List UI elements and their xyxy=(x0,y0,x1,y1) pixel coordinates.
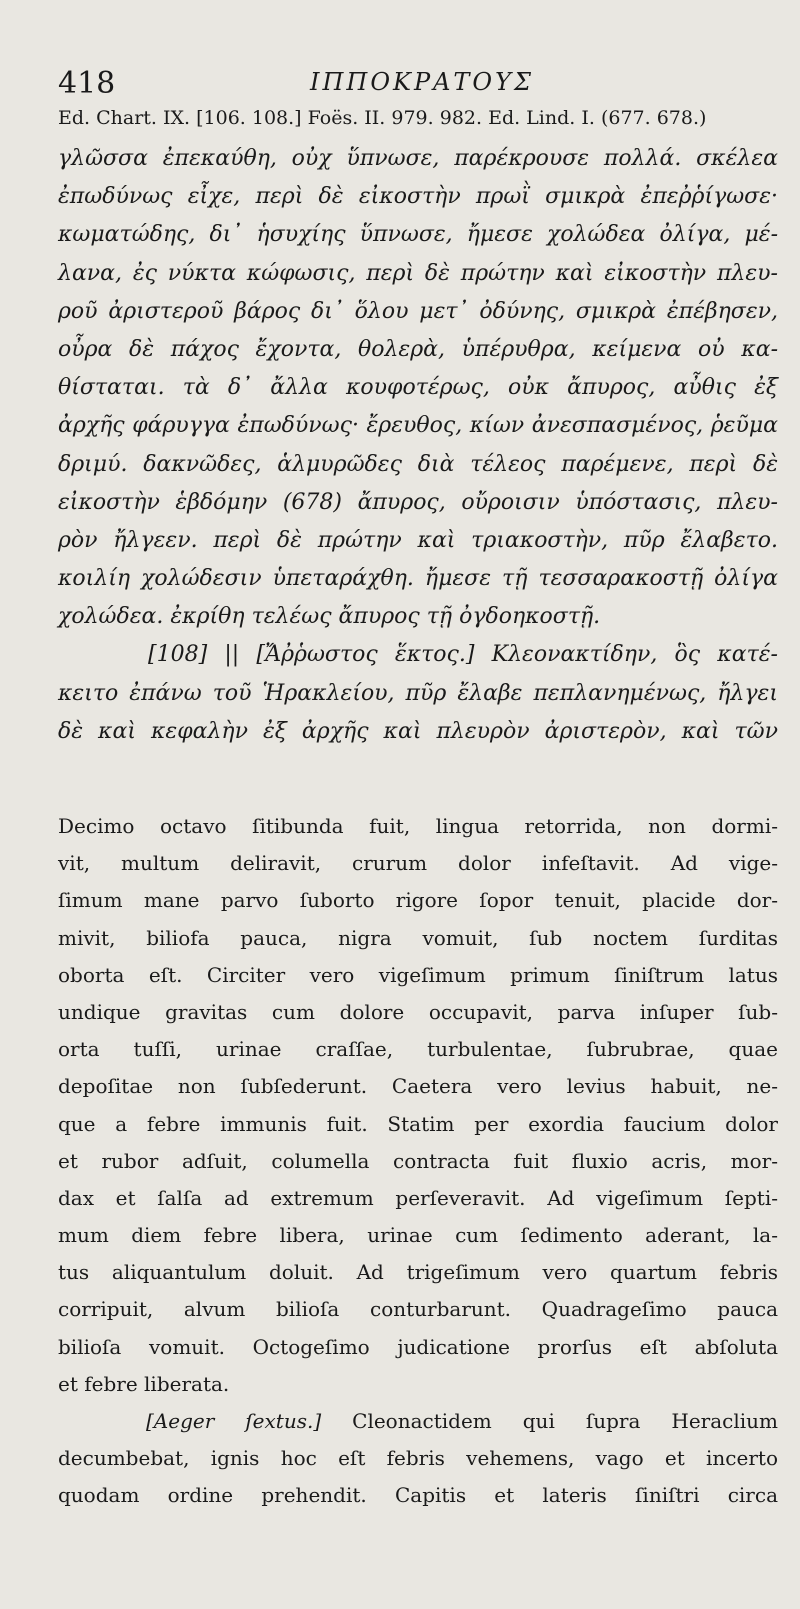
greek-line: ρὸν ἤλγεεν. περὶ δὲ πρώτην καὶ τριακοστὴν, πῦρ ἔλαβετο. xyxy=(58,527,778,553)
greek-line: θίσταται. τὰ δ᾽ ἄλλα κουφοτέρως, οὐκ ἄπυρος, αὖθις ἐξ xyxy=(58,375,778,401)
latin-line: et rubor adſuit, columella contracta fuit fluxio acris, mor- xyxy=(58,1148,778,1173)
latin-line: tus aliquantulum doluit. Ad trigeſimum vero quartum febris xyxy=(58,1260,778,1285)
greek-line-case-heading: [108] || [Ἄῤῥωστος ἕκτος.] Κλεονακτίδην, ὃς κατέ- xyxy=(148,642,778,668)
page-header xyxy=(58,66,758,106)
greek-line: δὲ καὶ κεφαλὴν ἐξ ἀρχῆς καὶ πλευρὸν ἀριστερὸν, καὶ τῶν xyxy=(58,718,778,744)
latin-line: orta tuſſi, urinae craſſae, turbulentae, ſubrubrae, quae xyxy=(58,1037,778,1062)
latin-line-fragment: Cleonactidem qui ſupra Heraclium xyxy=(352,1409,778,1433)
greek-line: ἀρχῆς φάρυγγα ἐπωδύνως· ἔρευθος, κίων ἀνεσπασμένος, ῥεῦμα xyxy=(58,413,778,439)
latin-line: et febre liberata. xyxy=(58,1371,230,1396)
greek-line: κοιλίη χολώδεσιν ὑπεταράχθη. ἤμεσε τῇ τεσσαρακοστῇ ὀλίγα xyxy=(58,566,778,592)
latin-line: mum diem febre libera, urinae cum ſedimento aderant, la- xyxy=(58,1223,778,1248)
latin-line: Decimo octavo ſitibunda fuit, lingua retorrida, non dormi- xyxy=(58,814,778,838)
latin-line: undique gravitas cum dolore occupavit, parva inſuper ſub- xyxy=(58,999,778,1024)
greek-line: γλῶσσα ἐπεκαύθη, οὐχ ὕπνωσε, παρέκρουσε πολλά. σκέλεα xyxy=(58,146,778,171)
edition-reference-line: Ed. Chart. IX. [106. 108.] Foës. II. 979. 982. Ed. Lind. I. (677. 678.) xyxy=(58,107,707,129)
page-number: 418 xyxy=(58,66,116,101)
latin-line: corripuit, alvum bilioſa conturbarunt. Quadrageſimo pauca xyxy=(58,1297,778,1322)
greek-line: ροῦ ἀριστεροῦ βάρος δι᾽ ὅλου μετ᾽ ὀδύνης, σμικρὰ ἐπέβησεν, xyxy=(58,298,778,324)
greek-line: ἐπωδύνως εἶχε, περὶ δὲ εἰκοστὴν πρωῒ σμικρὰ ἐπεῤῥίγωσε· xyxy=(58,184,778,210)
latin-line: quodam ordine prehendit. Capitis et lateris ſiniſtri circa xyxy=(58,1483,778,1508)
latin-line: ſimum mane parvo ſuborto rigore ſopor tenuit, placide dor- xyxy=(58,888,778,913)
latin-line: dax et ſalſa ad extremum perſeveravit. Ad vigeſimum ſepti- xyxy=(58,1185,778,1210)
greek-line: εἰκοστὴν ἑβδόμην (678) ἄπυρος, οὔροισιν ὑπόστασις, πλευ- xyxy=(58,489,778,515)
greek-line: λανα, ἐς νύκτα κώφωσις, περὶ δὲ πρώτην καὶ εἰκοστὴν πλευ- xyxy=(58,260,778,286)
latin-line: decumbebat, ignis hoc eſt febris vehemens, vago et incerto xyxy=(58,1446,778,1471)
latin-line: depoſitae non ſubſederunt. Caetera vero levius habuit, ne- xyxy=(58,1074,778,1099)
latin-line: vit, multum deliravit, crurum dolor infeſtavit. Ad vige- xyxy=(58,851,778,876)
latin-translation-block xyxy=(58,808,778,1515)
latin-line: oborta eſt. Circiter vero vigeſimum primum ſiniſtrum latus xyxy=(58,962,778,987)
latin-line: mivit, biliofa pauca, nigra vomuit, ſub noctem ſurditas xyxy=(58,925,778,950)
latin-case-heading-line xyxy=(58,1403,778,1440)
latin-line: que a febre immunis fuit. Statim per exordia faucium dolor xyxy=(58,1111,778,1136)
greek-text-block xyxy=(58,140,778,751)
latin-line: bilioſa vomuit. Octogeſimo judicatione prorſus eſt abſoluta xyxy=(58,1334,778,1359)
greek-line: κωματώδης, δι᾽ ἡσυχίης ὕπνωσε, ἤμεσε χολώδεα ὀλίγα, μέ- xyxy=(58,222,778,248)
greek-line: κειτο ἐπάνω τοῦ Ἡρακλείου, πῦρ ἔλαβε πεπλανημένως, ἤλγει xyxy=(58,680,778,706)
running-title: ΙΠΠΟΚΡΑΤΟΥΣ xyxy=(310,68,534,96)
greek-line: δριμύ. δακνῶδες, ἁλμυρῶδες διὰ τέλεος παρέμενε, περὶ δὲ xyxy=(58,451,778,477)
latin-case-heading: [Aeger ſextus.] xyxy=(146,1409,322,1433)
greek-line: χολώδεα. ἐκρίθη τελέως ἄπυρος τῇ ὀγδοηκοστῇ. xyxy=(58,604,601,630)
greek-line: οὖρα δὲ πάχος ἔχοντα, θολερὰ, ὑπέρυθρα, κείμενα οὐ κα- xyxy=(58,336,778,362)
